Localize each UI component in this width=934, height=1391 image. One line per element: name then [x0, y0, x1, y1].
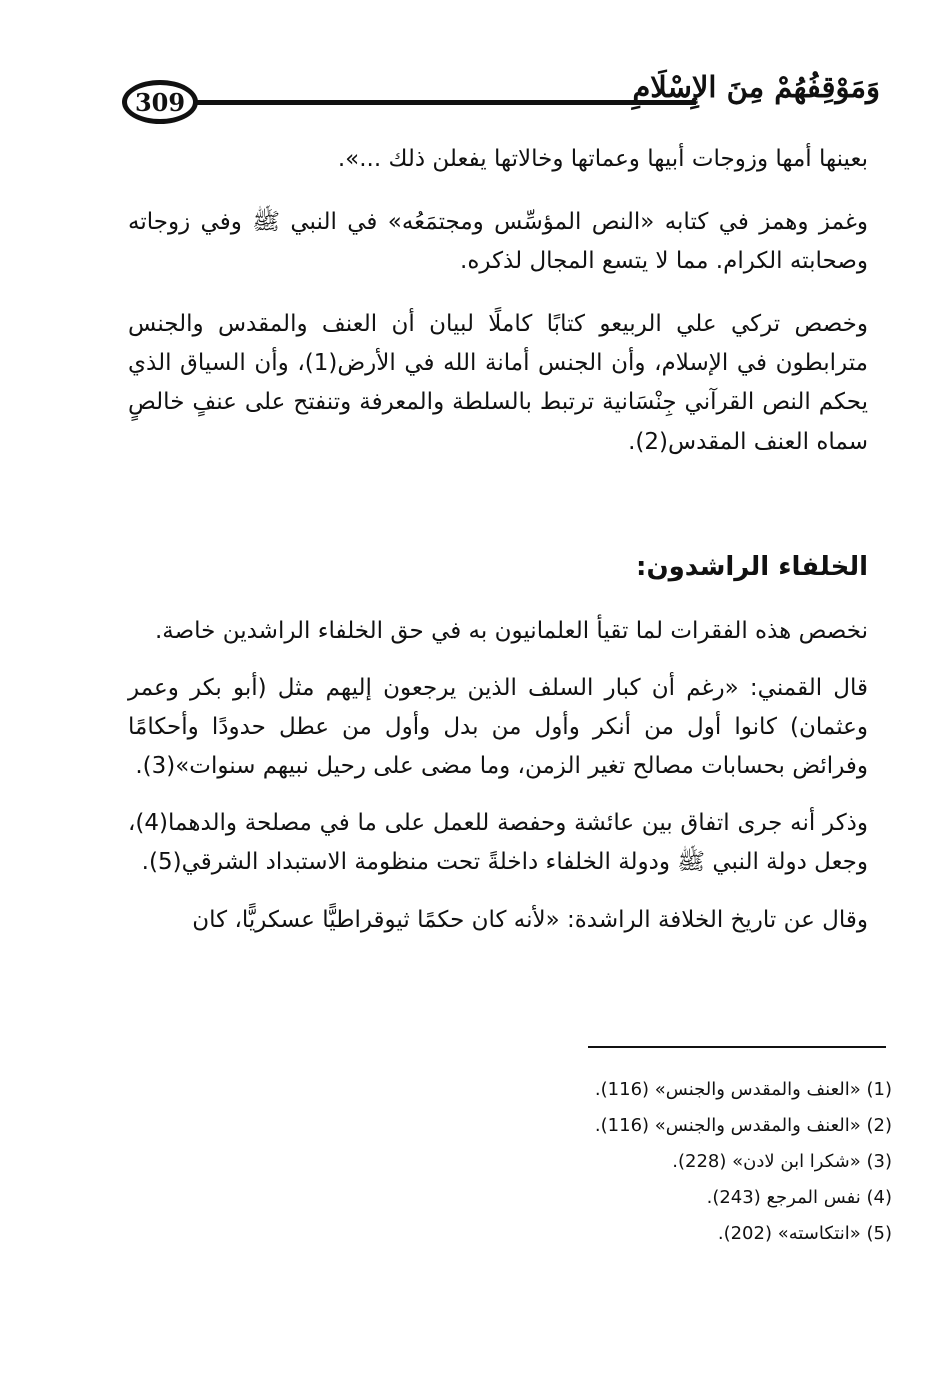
paragraph-1: بعينها أمها وزوجات أبيها وعماتها وخالاتها يفعلن ذلك ...».	[337, 146, 868, 172]
paragraph-7: وقال عن تاريخ الخلافة الراشدة: «لأنه كان حكمًا ثيوقراطيًّا عسكريًّا، كان	[192, 906, 868, 933]
paragraph-5: قال القمني: «رغم أن كبار السلف الذين يرجعون إليهم مثل (أبو بكر وعمر وعثمان) كانوا أول من أنكر وأول من بدل وأول من عطل حدودًا وأحكامًا وفرائض بحسابات مصالح تغير الزمن، وما مضى على رحيل نبيهم سنوات»(3).	[128, 675, 868, 780]
footnote-4: (4) نفس المرجع (243).	[706, 1187, 892, 1208]
footnote-1: (1) «العنف والمقدس والجنس» (116).	[594, 1079, 892, 1100]
running-header	[120, 70, 880, 140]
paragraph-3: وخصص تركي علي الربيعو كتابًا كاملًا لبيان أن العنف والمقدس والجنس مترابطون في الإسلام، وأن الجنس أمانة الله في الأرض(1)، وأن السياق الذي يحكم النص القرآني جِنْسَانية ترتبط بالسلطة والمعرفة وتنفتح على عنفٍ خالصٍ سماه العنف المقدس(2).	[128, 311, 868, 455]
paragraph-4: نخصص هذه الفقرات لما تقيأ العلمانيون به في حق الخلفاء الراشدين خاصة.	[154, 618, 868, 644]
book-title: وَمَوْقِفُهُمْ مِنَ الإِسْلَامِ	[632, 70, 880, 104]
footnotes	[500, 1072, 892, 1252]
body-text-bottom	[128, 612, 868, 940]
footnote-separator	[588, 1046, 886, 1048]
page-number: 309	[122, 80, 198, 124]
body-text-top	[128, 140, 868, 462]
section-heading: الخلفاء الراشدون:	[636, 552, 868, 582]
footnote-5: (5) «انتكاسته» (202).	[717, 1223, 892, 1244]
footnote-3: (3) «شكرا ابن لادن» (228).	[672, 1151, 892, 1172]
footnote-2: (2) «العنف والمقدس والجنس» (116).	[594, 1115, 892, 1136]
paragraph-2: وغمز وهمز في كتابه «النص المؤسِّس ومجتمَعُه» في النبي ﷺ وفي زوجاته وصحابته الكرام. مما لا يتسع المجال لذكره.	[128, 209, 868, 275]
paragraph-6: وذكر أنه جرى اتفاق بين عائشة وحفصة للعمل على ما في مصلحة والدهما(4)، وجعل دولة النبي ﷺ ودولة الخلفاء داخلةً تحت منظومة الاستبداد الشرقي(5).	[128, 810, 868, 876]
